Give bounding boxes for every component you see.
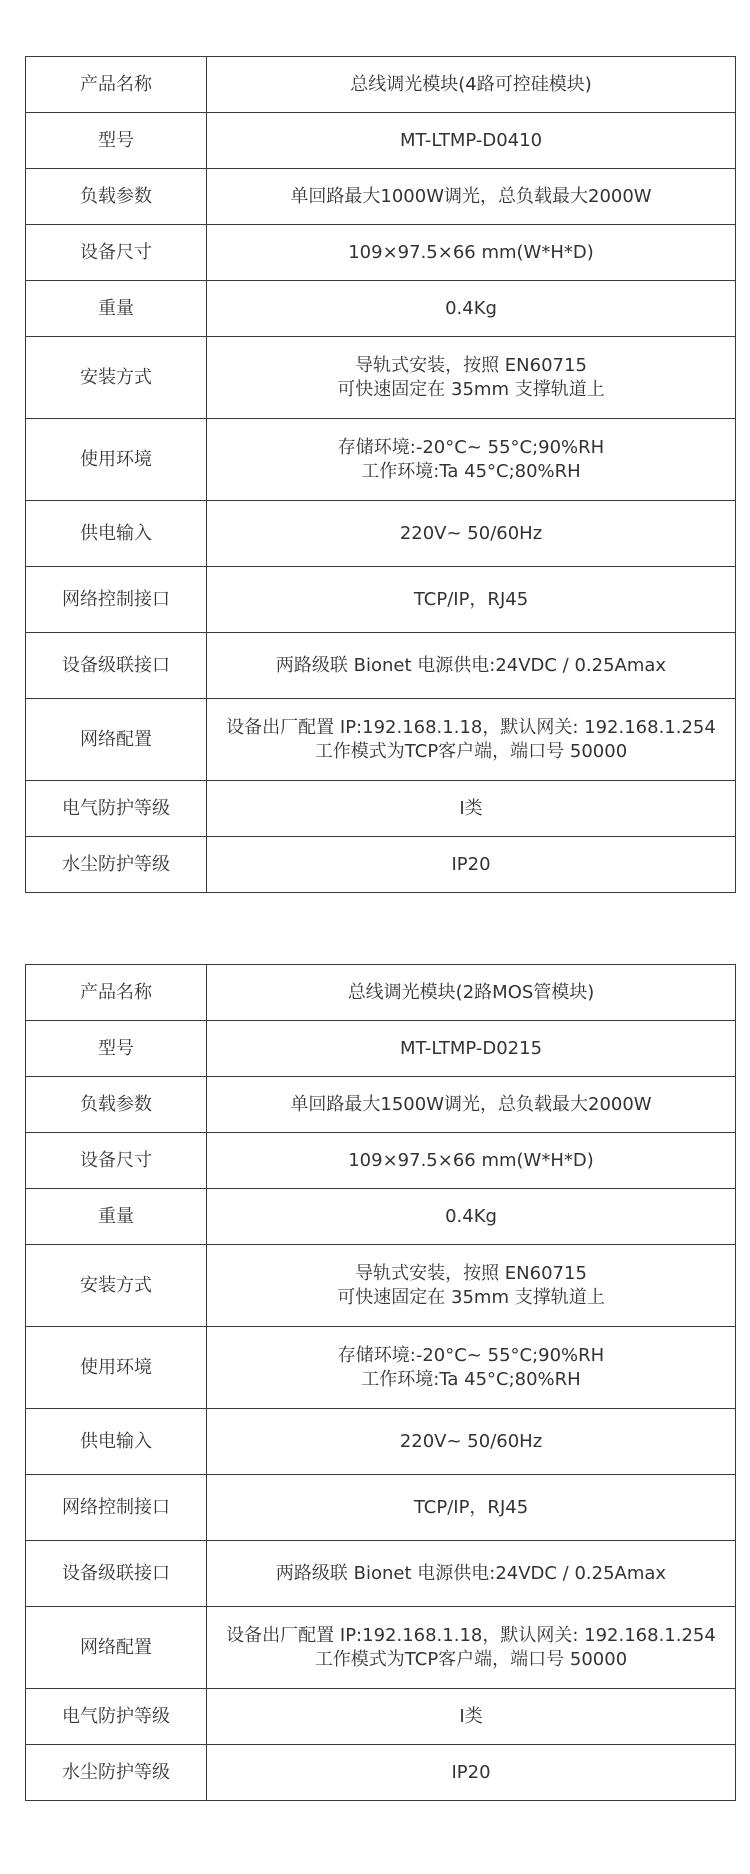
value-line: 可快速固定在 35mm 支撑轨道上 (337, 1286, 605, 1308)
value-line: 导轨式安装，按照 EN60715 (355, 1262, 587, 1284)
row-label: 设备级联接口 (26, 1541, 207, 1607)
value-line: MT-LTMP-D0410 (399, 129, 543, 151)
row-label: 网络控制接口 (26, 567, 207, 633)
table-row (26, 1745, 736, 1801)
value-line: 存储环境:-20°C~ 55°C;90%RH (337, 436, 605, 458)
table-row (26, 1189, 736, 1245)
row-label: 设备尺寸 (26, 1133, 207, 1189)
row-label: 设备级联接口 (26, 633, 207, 699)
row-value (207, 1607, 736, 1689)
row-value (207, 1409, 736, 1475)
spec-table-1 (25, 56, 736, 893)
value-line: 220V~ 50/60Hz (399, 1430, 543, 1452)
row-label: 供电输入 (26, 1409, 207, 1475)
row-value (207, 501, 736, 567)
row-label: 电气防护等级 (26, 781, 207, 837)
table-row (26, 1475, 736, 1541)
row-label: 产品名称 (26, 965, 207, 1021)
value-line: I类 (459, 1705, 483, 1727)
table-row (26, 1541, 736, 1607)
row-value (207, 1475, 736, 1541)
row-label: 水尘防护等级 (26, 837, 207, 893)
row-value (207, 169, 736, 225)
row-label: 网络配置 (26, 699, 207, 781)
table-row (26, 699, 736, 781)
value-line: 单回路最大1000W调光，总负载最大2000W (290, 185, 652, 207)
table-row (26, 419, 736, 501)
row-label: 产品名称 (26, 57, 207, 113)
row-value (207, 965, 736, 1021)
value-line: 设备出厂配置 IP:192.168.1.18，默认网关: 192.168.1.254 (226, 716, 716, 738)
table-row (26, 57, 736, 113)
value-line: 工作环境:Ta 45°C;80%RH (361, 1368, 581, 1390)
spec-table-2 (25, 964, 736, 1801)
row-value (207, 1245, 736, 1327)
value-line: 单回路最大1500W调光，总负载最大2000W (290, 1093, 652, 1115)
row-value (207, 1133, 736, 1189)
value-line: 工作环境:Ta 45°C;80%RH (361, 460, 581, 482)
row-label: 型号 (26, 1021, 207, 1077)
table-row (26, 1607, 736, 1689)
value-line: 109×97.5×66 mm(W*H*D) (348, 1149, 594, 1171)
row-label: 型号 (26, 113, 207, 169)
row-value (207, 57, 736, 113)
row-label: 重量 (26, 1189, 207, 1245)
value-line: MT-LTMP-D0215 (399, 1037, 543, 1059)
row-value (207, 1189, 736, 1245)
table-row (26, 965, 736, 1021)
table-row (26, 837, 736, 893)
table-row (26, 501, 736, 567)
row-value (207, 781, 736, 837)
row-label: 设备尺寸 (26, 225, 207, 281)
value-line: 0.4Kg (445, 297, 497, 319)
table-row (26, 225, 736, 281)
value-line: IP20 (451, 853, 491, 875)
value-line: 两路级联 Bionet 电源供电:24VDC / 0.25Amax (275, 654, 667, 676)
value-line: TCP/IP，RJ45 (413, 588, 529, 610)
row-label: 负载参数 (26, 1077, 207, 1133)
table-row (26, 781, 736, 837)
row-label: 供电输入 (26, 501, 207, 567)
table-row (26, 113, 736, 169)
row-value (207, 1021, 736, 1077)
value-line: 存储环境:-20°C~ 55°C;90%RH (337, 1344, 605, 1366)
row-value (207, 1077, 736, 1133)
row-label: 安装方式 (26, 1245, 207, 1327)
row-label: 负载参数 (26, 169, 207, 225)
table-row (26, 1409, 736, 1475)
value-line: 设备出厂配置 IP:192.168.1.18，默认网关: 192.168.1.254 (226, 1624, 716, 1646)
value-line: 导轨式安装，按照 EN60715 (355, 354, 587, 376)
row-value (207, 699, 736, 781)
table-row (26, 337, 736, 419)
value-line: 两路级联 Bionet 电源供电:24VDC / 0.25Amax (275, 1562, 667, 1584)
row-value (207, 1689, 736, 1745)
value-line: IP20 (451, 1761, 491, 1783)
row-value (207, 1745, 736, 1801)
table-row (26, 1327, 736, 1409)
row-value (207, 281, 736, 337)
table-row (26, 281, 736, 337)
table-row (26, 567, 736, 633)
row-label: 安装方式 (26, 337, 207, 419)
value-line: 109×97.5×66 mm(W*H*D) (348, 241, 594, 263)
table-row (26, 1077, 736, 1133)
row-value (207, 337, 736, 419)
value-line: 工作模式为TCP客户端，端口号 50000 (314, 1648, 628, 1670)
table-row (26, 1021, 736, 1077)
table-row (26, 633, 736, 699)
value-line: I类 (459, 797, 483, 819)
row-label: 水尘防护等级 (26, 1745, 207, 1801)
value-line: 0.4Kg (445, 1205, 497, 1227)
row-label: 网络配置 (26, 1607, 207, 1689)
value-line: 220V~ 50/60Hz (399, 522, 543, 544)
row-label: 重量 (26, 281, 207, 337)
row-value (207, 837, 736, 893)
value-line: 工作模式为TCP客户端，端口号 50000 (314, 740, 628, 762)
row-label: 使用环境 (26, 419, 207, 501)
row-value (207, 113, 736, 169)
row-value (207, 1327, 736, 1409)
value-line: 总线调光模块(4路可控硅模块) (350, 73, 592, 95)
table-row (26, 169, 736, 225)
row-label: 电气防护等级 (26, 1689, 207, 1745)
row-label: 网络控制接口 (26, 1475, 207, 1541)
row-value (207, 419, 736, 501)
row-value (207, 567, 736, 633)
value-line: 总线调光模块(2路MOS管模块) (347, 981, 595, 1003)
row-value (207, 633, 736, 699)
row-value (207, 1541, 736, 1607)
row-label: 使用环境 (26, 1327, 207, 1409)
value-line: TCP/IP，RJ45 (413, 1496, 529, 1518)
table-row (26, 1689, 736, 1745)
value-line: 可快速固定在 35mm 支撑轨道上 (337, 378, 605, 400)
row-value (207, 225, 736, 281)
table-row (26, 1245, 736, 1327)
table-row (26, 1133, 736, 1189)
